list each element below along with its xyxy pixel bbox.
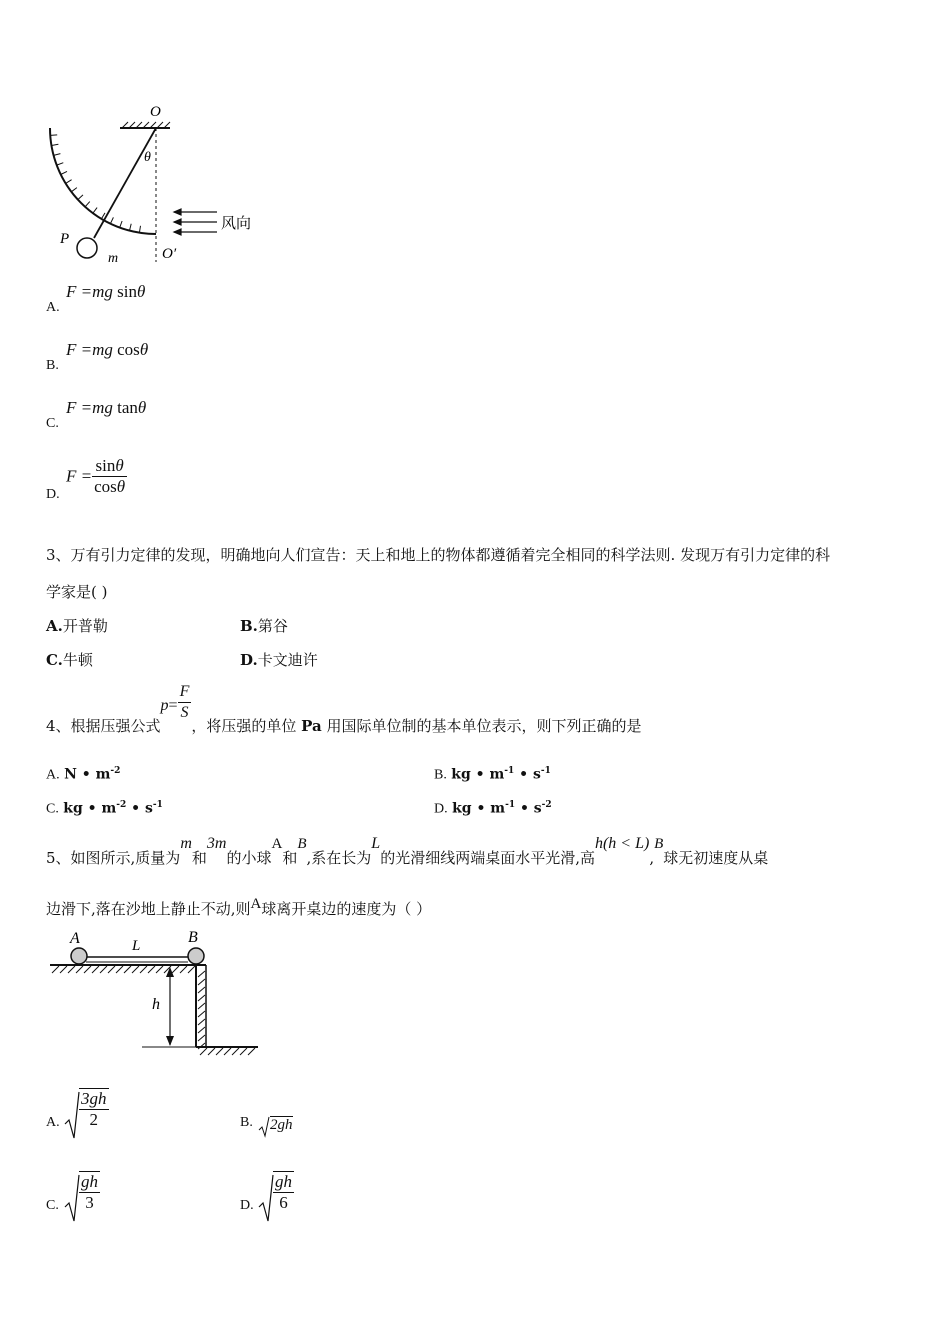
- option-formula: F =mg sinθ: [66, 282, 146, 301]
- q4-option-c[interactable]: C. kg • $m^{-2}$ • $s^{-1}$: [46, 800, 163, 817]
- q4-option-b[interactable]: B. kg • $m^{-1}$ • $s^{-1}$: [434, 766, 551, 783]
- hatch-mark: [100, 966, 107, 973]
- label-A: A: [70, 930, 80, 947]
- q4-option-a[interactable]: A. N • $m^{-2}$: [46, 766, 121, 783]
- hatch-mark: [60, 966, 67, 973]
- q3-stem-line1: 3、万有引力定律的发现，明确地向人们宣告：天上和地上的物体都遵循着完全相同的科学法则. 发现万有引力定律的科: [46, 546, 831, 564]
- hatch-mark: [78, 195, 83, 200]
- q4-option-d[interactable]: D. kg • $m^{-1}$ • $s^{-2}$: [434, 800, 552, 817]
- sqrt-sign: [64, 1173, 80, 1223]
- hatch-mark: [240, 1048, 247, 1055]
- sqrt-sign: [258, 1173, 274, 1223]
- hatch-mark: [248, 1048, 255, 1055]
- wind-arrows: [174, 209, 217, 235]
- option-letter: B.: [46, 358, 59, 373]
- table-hatch: [52, 966, 195, 973]
- option-formula: F = $\frac{\sin\theta}{\cos\theta}$: [66, 456, 126, 496]
- ball-a: [71, 948, 87, 964]
- ball-b: [188, 948, 204, 964]
- q5-stem-line1: 5、如图所示,质量为m和3m的小球A和B,系在长为L的光滑细线两端桌面水平光滑,高h(h < L),B球无初速度从桌: [46, 835, 769, 867]
- hatch-mark: [198, 979, 205, 985]
- option-formula: F =mg cosθ: [66, 340, 149, 359]
- option-letter: D.: [46, 487, 60, 502]
- table-figure: [46, 925, 266, 1065]
- wall-hatch: [198, 971, 205, 1049]
- hatch-mark: [116, 966, 123, 973]
- hatch-mark: [110, 217, 113, 223]
- hatch-mark: [200, 1048, 207, 1055]
- hatch-mark: [124, 966, 131, 973]
- label-m: m: [108, 251, 119, 266]
- option-formula: F =mg tanθ: [66, 398, 147, 417]
- pendulum-string: [94, 128, 156, 238]
- hatch-mark: [224, 1048, 231, 1055]
- hatch-mark: [198, 987, 205, 993]
- option-letter: A.: [46, 300, 60, 315]
- q3-option-a[interactable]: A.开普勒: [46, 617, 108, 635]
- hatch-mark: [76, 966, 83, 973]
- sqrt-sign: [258, 1116, 270, 1138]
- pendulum-bob: [77, 238, 97, 258]
- hatch-mark: [208, 1048, 215, 1055]
- label-O-prime: O′: [162, 246, 177, 262]
- ground-hatch: [200, 1048, 255, 1055]
- hatch-mark: [139, 226, 140, 233]
- pendulum-figure: [40, 100, 270, 270]
- label-P: P: [60, 231, 70, 247]
- hatch-mark: [92, 966, 99, 973]
- hatch-mark: [108, 966, 115, 973]
- hatch-mark: [198, 1011, 205, 1017]
- hatch-mark: [85, 202, 90, 207]
- hatch-mark: [198, 1027, 205, 1033]
- hatch-mark: [232, 1048, 239, 1055]
- hatch-mark: [172, 966, 179, 973]
- hatch-mark: [198, 971, 205, 977]
- hatch-mark: [180, 966, 187, 973]
- hatch-mark: [66, 180, 72, 184]
- hatch-mark: [68, 966, 75, 973]
- hatch-mark: [140, 966, 147, 973]
- hatch-mark: [148, 966, 155, 973]
- hatch-mark: [132, 966, 139, 973]
- wind-label: 风向: [221, 216, 252, 232]
- arc-scale: [50, 128, 156, 234]
- sqrt-sign: [64, 1090, 80, 1140]
- hatch-mark: [52, 966, 59, 973]
- hatch-mark: [57, 163, 64, 165]
- q3-option-d[interactable]: D.卡文迪许: [240, 651, 318, 669]
- hatch-mark: [52, 144, 59, 145]
- hatch-mark: [84, 966, 91, 973]
- q4-stem: 4、根据压强公式p= $\frac{F}{S}$ ，将压强的单位 Pa 用国际单位制的基本单位表示，则下列正确的是: [46, 683, 642, 736]
- hatch-mark: [61, 171, 67, 174]
- hatch-mark: [93, 208, 97, 214]
- q3-option-b[interactable]: B.第谷: [240, 617, 288, 635]
- hatch-mark: [198, 1035, 205, 1041]
- label-O: O: [150, 104, 161, 120]
- label-theta: θ: [144, 150, 151, 165]
- hatch-mark: [54, 154, 61, 156]
- label-B: B: [188, 929, 198, 946]
- hatch-mark: [216, 1048, 223, 1055]
- q3-option-c[interactable]: C.牛顿: [46, 651, 93, 669]
- hatch-mark: [71, 188, 77, 192]
- hatch-mark: [188, 966, 195, 973]
- hatch-mark: [120, 221, 122, 228]
- option-letter: C.: [46, 416, 59, 431]
- label-L: L: [132, 938, 141, 954]
- hatch-mark: [198, 1003, 205, 1009]
- hatch-mark: [198, 1019, 205, 1025]
- hatch-mark: [156, 966, 163, 973]
- hatch-mark: [198, 995, 205, 1001]
- hatch-mark: [130, 224, 132, 231]
- q3-stem-line2: 学家是( ): [46, 583, 108, 601]
- arc-ticks: [50, 135, 140, 233]
- label-h: h: [152, 996, 160, 1013]
- hatch-mark: [50, 135, 57, 136]
- q5-stem-line2: 边滑下,落在沙地上静止不动,则A球离开桌边的速度为（ ）: [46, 896, 432, 918]
